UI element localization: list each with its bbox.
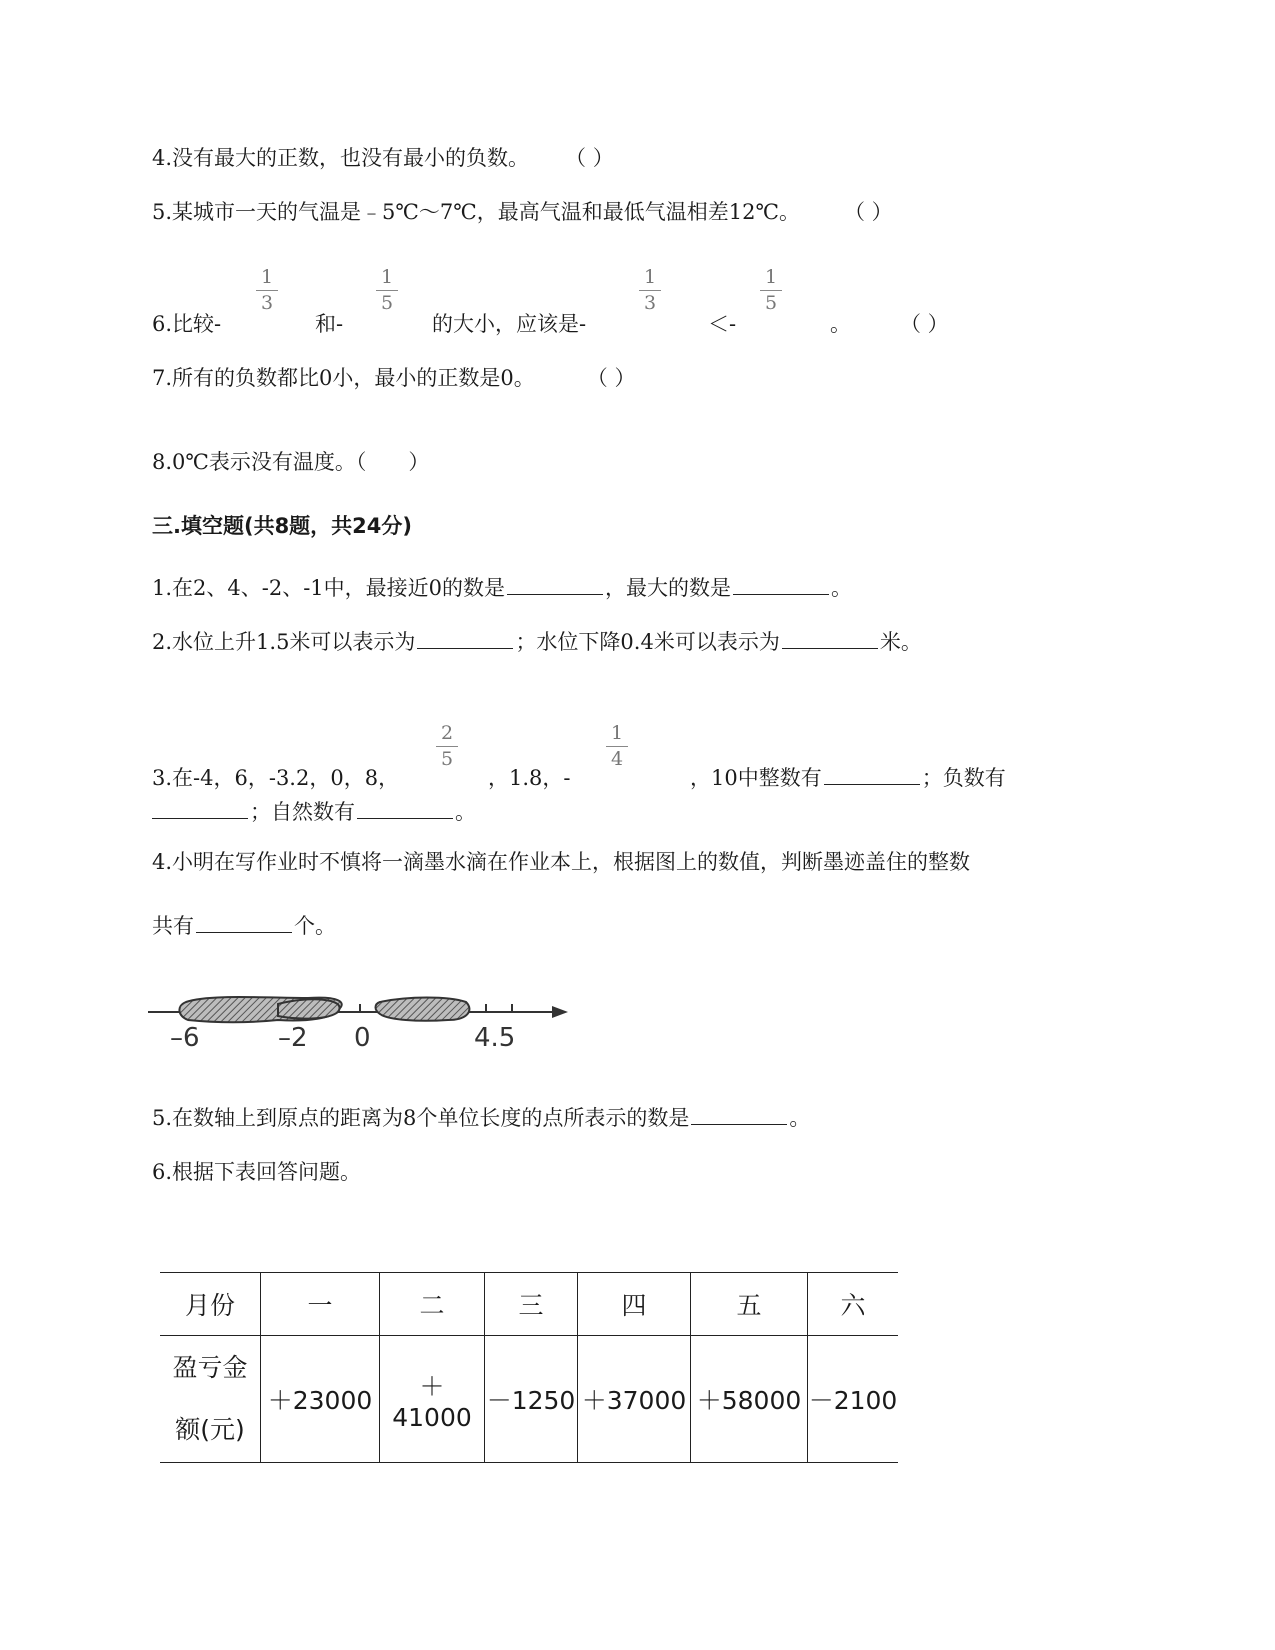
fraction-bar [606, 746, 628, 747]
fill-question-4 [152, 852, 970, 873]
fill-question-4-cont [152, 916, 336, 937]
numerator: 1 [610, 722, 624, 744]
question-text: 5.在数轴上到原点的距离为8个单位长度的点所表示的数是 [152, 1106, 690, 1130]
axis-label: 4.5 [474, 1023, 516, 1053]
table-cell: ＋41000 [380, 1336, 485, 1463]
fill-question-6 [152, 1162, 361, 1183]
fraction-bar [376, 290, 398, 291]
numerator: 1 [764, 266, 778, 288]
question-text: 米。 [879, 630, 922, 654]
fraction [372, 268, 402, 313]
fill-question-5 [152, 1108, 810, 1129]
axis-label: –6 [170, 1023, 200, 1053]
answer-parens: （ ） [843, 200, 893, 224]
denominator: 5 [440, 748, 454, 770]
question-8 [152, 452, 429, 473]
profit-loss-table [160, 1272, 898, 1463]
question-text: 和- [315, 312, 344, 336]
table-cell: －1250 [485, 1336, 578, 1463]
fraction [252, 268, 282, 313]
question-text: 个。 [294, 914, 336, 938]
fraction [635, 268, 665, 313]
question-text: 8.0℃表示没有温度。（ ） [152, 450, 430, 474]
answer-blank[interactable] [417, 647, 513, 649]
question-text: 。 [830, 312, 851, 336]
answer-parens: （ ） [565, 146, 614, 170]
denominator: 5 [764, 292, 778, 314]
question-4 [152, 148, 614, 169]
table-header-row [160, 1273, 898, 1336]
question-5 [152, 202, 893, 223]
fraction-bar [436, 746, 458, 747]
question-text: 7.所有的负数都比0小，最小的正数是0。 [152, 366, 535, 390]
question-text: ，最大的数是 [605, 576, 732, 600]
table-header-cell: 二 [380, 1273, 485, 1336]
fraction-bar [639, 290, 661, 291]
answer-blank[interactable] [357, 817, 453, 819]
question-text: ，1.8，- [488, 766, 571, 790]
denominator: 3 [643, 292, 657, 314]
question-text: 4.小明在写作业时不慎将一滴墨水滴在作业本上，根据图上的数值，判断墨迹盖住的整数 [152, 850, 971, 874]
question-text: 2.水位上升1.5米可以表示为 [152, 630, 416, 654]
fill-question-2 [152, 632, 922, 653]
ink-blot [278, 999, 340, 1018]
question-text: 1.在2、4、-2、-1中，最接近0的数是 [152, 576, 506, 600]
arrow-icon [552, 1006, 568, 1018]
table-cell: －2100 [808, 1336, 899, 1463]
number-line-figure [148, 988, 588, 1066]
question-text: 4.没有最大的正数，也没有最小的负数。 [152, 146, 530, 170]
question-text: 。 [789, 1106, 811, 1130]
answer-blank[interactable] [152, 817, 248, 819]
table-header-cell: 三 [485, 1273, 578, 1336]
axis-label: 0 [354, 1023, 371, 1053]
answer-blank[interactable] [824, 783, 920, 785]
denominator: 4 [610, 748, 624, 770]
table-header-cell: 月份 [160, 1273, 261, 1336]
answer-blank[interactable] [507, 593, 603, 595]
question-text: ；自然数有 。 [150, 802, 476, 823]
row-label-line: 盈亏金 [172, 1353, 248, 1382]
table-row [160, 1336, 898, 1463]
numerator: 1 [260, 266, 274, 288]
question-text: ；水位下降0.4米可以表示为 [515, 630, 780, 654]
numerator: 1 [380, 266, 394, 288]
question-text: 3.在-4，6，-3.2，0，8， [152, 766, 400, 790]
question-text: ＜- [708, 312, 737, 336]
denominator: 3 [260, 292, 274, 314]
question-text: 的大小，应该是- [432, 312, 587, 336]
question-text: 5.某城市一天的气温是﹣5℃～7℃，最高气温和最低气温相差12℃。 [152, 200, 800, 224]
denominator: 5 [380, 292, 394, 314]
fraction-bar [256, 290, 278, 291]
fraction-bar [760, 290, 782, 291]
question-7 [152, 368, 635, 389]
table-header-cell: 五 [691, 1273, 808, 1336]
answer-blank[interactable] [733, 593, 829, 595]
table-header-cell: 六 [808, 1273, 899, 1336]
ink-blot [376, 998, 470, 1021]
question-text: 6.根据下表回答问题。 [152, 1160, 362, 1184]
answer-blank[interactable] [782, 647, 878, 649]
fill-question-1 [152, 578, 852, 599]
answer-blank[interactable] [196, 931, 292, 933]
fraction [432, 724, 462, 769]
fraction [756, 268, 786, 313]
table-row-label [160, 1336, 261, 1463]
table-cell: ＋23000 [261, 1336, 380, 1463]
table-header-cell: 四 [578, 1273, 691, 1336]
numerator: 1 [643, 266, 657, 288]
question-text: ，10中整数有 ；负数有 [690, 766, 1006, 790]
numerator: 2 [440, 722, 454, 744]
section-heading: 三.填空题(共8题，共24分) [152, 514, 413, 538]
row-label-line: 额(元) [175, 1415, 245, 1444]
table-cell: ＋58000 [691, 1336, 808, 1463]
answer-parens: （ ） [900, 312, 949, 336]
axis-label: –2 [278, 1023, 308, 1053]
question-text: 共有 [152, 914, 194, 938]
table-header-cell: 一 [261, 1273, 380, 1336]
fraction [602, 724, 632, 769]
table-cell: ＋37000 [578, 1336, 691, 1463]
answer-parens: （ ） [586, 366, 636, 390]
answer-blank[interactable] [691, 1123, 787, 1125]
question-text: 。 [831, 576, 853, 600]
question-text: 6.比较- [152, 312, 222, 336]
